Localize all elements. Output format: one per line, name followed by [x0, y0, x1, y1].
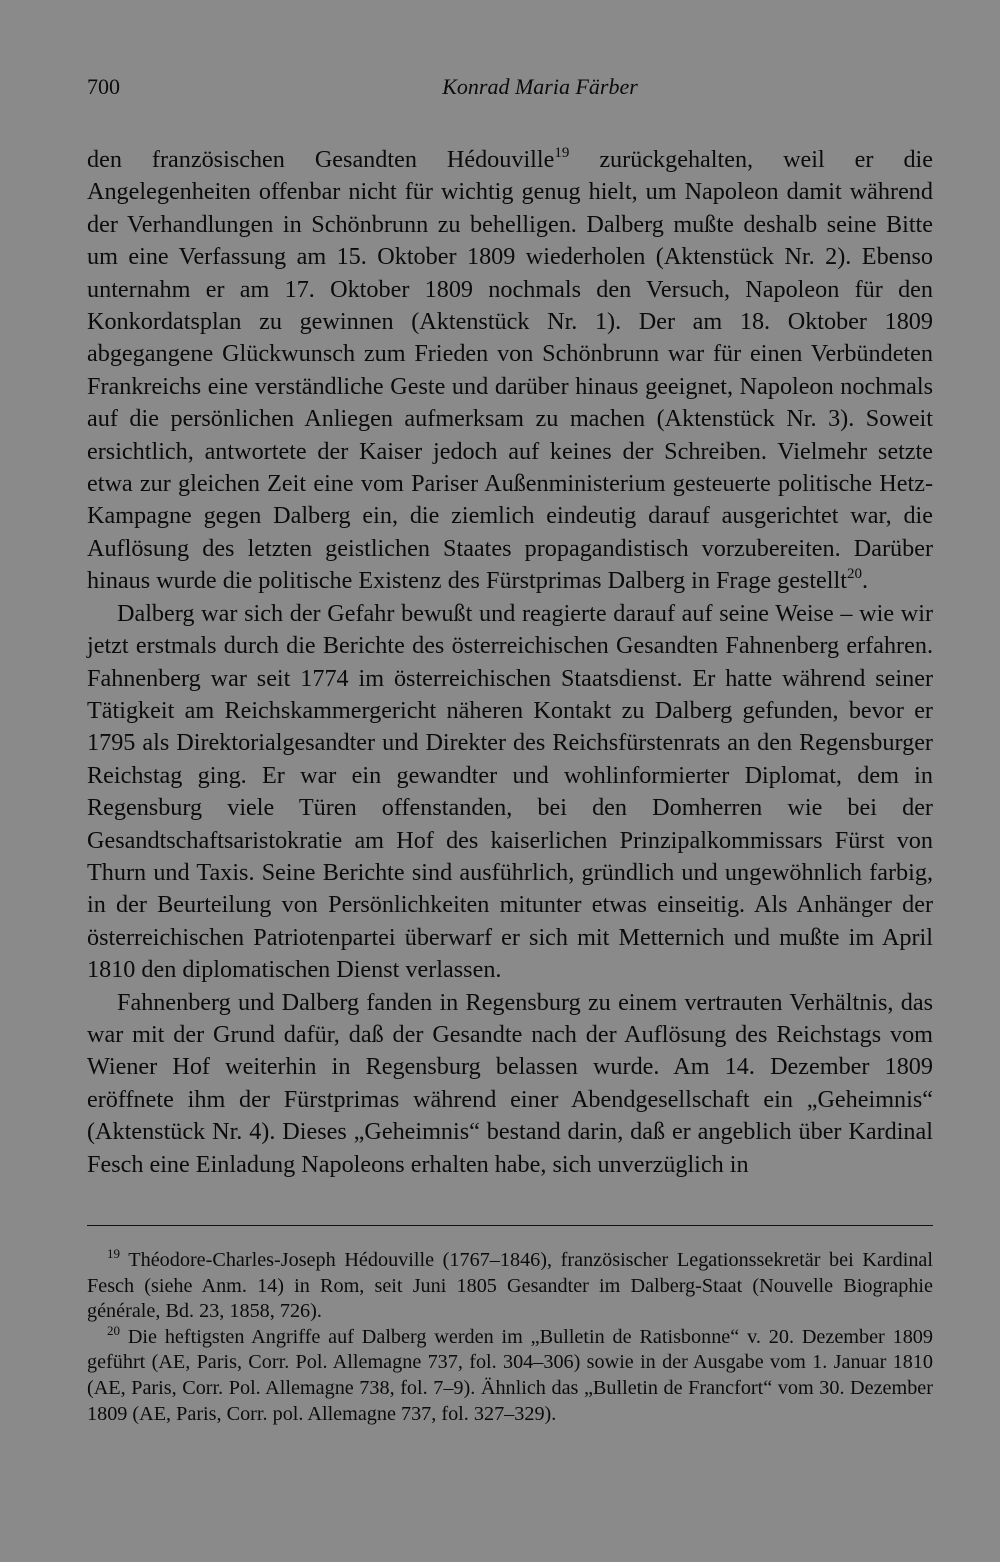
footnote-19-text: Théodore-Charles-Joseph Hédouville (1767–1846), französischer Legationssekretär bei Kardinal Fesch (siehe Anm. 14) in Rom, seit Juni 1805 Gesandter im Dalberg-Staat (Nouvelle Biographie générale, Bd. 23, 1858, 726).: [87, 1249, 933, 1323]
footnote-ref-20: 20: [846, 566, 862, 583]
footnote-19: [87, 1248, 933, 1325]
footnote-ref-19: 19: [554, 145, 570, 161]
footnote-marker-19: 19: [107, 1246, 120, 1261]
page-header: [87, 60, 933, 100]
paragraph-1-text-a: den französischen Gesandten Hédouville: [87, 146, 555, 173]
paragraph-3: Fahnenberg und Dalberg fanden in Regensburg zu einem vertrauten Verhältnis, das war mit der Grund dafür, daß der Gesandte nach der Auflösung des Reichstags vom Wiener Hof weiterhin in Regensburg belassen wurde. Am 14. Dezember 1809 eröffnete ihm der Fürstprimas während einer Abendgesellschaft ein „Geheimnis“ (Aktenstück Nr. 4). Dieses „Geheimnis“ bestand darin, daß er angeblich über Kardinal Fesch eine Einladung Napoleons erhalten habe, sich unverzüglich in: [87, 988, 933, 1178]
footnotes: [87, 1248, 933, 1427]
page-number: 700: [87, 74, 120, 99]
footnote-20: [87, 1322, 933, 1427]
footnote-marker-20: 20: [107, 1322, 120, 1338]
running-head: Konrad Maria Färber: [442, 74, 638, 99]
paragraph-1-text-b: zurückgehalten, weil er die Angelegenheiten offenbar nicht für wichtig genug hielt, um Napoleon damit während der Verhandlungen in Schönbrunn zu behelligen. Dalberg mußte deshalb seine Bitte um eine Verfassung am 15. Oktober 1809 wiederholen (Aktenstück Nr. 2). Ebenso unternahm er am 17. Oktober 1809 nochmals den Versuch, Napoleon für den Konkordatsplan zu gewinnen (Aktenstück Nr. 1). Der am 18. Oktober 1809 abgegangene Glückwunsch zum Frieden von Schönbrunn war für einen Verbündeten Frankreichs eine verständliche Geste und darüber hinaus geeignet, Napoleon nochmals auf die persönlichen Anliegen aufmerksam zu machen (Aktenstück Nr. 3). Soweit ersichtlich, antwortete der Kaiser jedoch auf keines der Schreiben. Vielmehr setzte etwa zur gleichen Zeit eine vom Pariser Außenministerium gesteuerte politische Hetz-Kampagne gegen Dalberg ein, die ziemlich eindeutig darauf ausgerichtet war, die Auflösung des letzten geistlichen Staates propagandistisch vorzubereiten. Darüber hinaus wurde die politische Existenz des Fürstprimas Dalberg in Frage gestellt: [87, 146, 933, 595]
paragraph-1: [87, 144, 933, 598]
book-page: [87, 60, 933, 1427]
paragraph-2: Dalberg war sich der Gefahr bewußt und reagierte darauf auf seine Weise – wie wir jetzt erstmals durch die Berichte des österreichischen Gesandten Fahnenberg erfahren. Fahnenberg war seit 1774 im österreichischen Staatsdienst. Er hatte während seiner Tätigkeit am Reichskammergericht näheren Kontakt zu Dalberg gefunden, bevor er 1795 als Direktorialgesandter und Direkter des Reichsfürstenrats an den Regensburger Reichstag ging. Er war ein gewandter und wohlinformierter Diplomat, dem in Regensburg viele Türen offenstanden, bei den Domherren wie bei der Gesandtschaftsaristokratie am Hof des kaiserlichen Prinzipalkommissars Fürst von Thurn und Taxis. Seine Berichte sind ausführlich, gründlich und ungewöhnlich farbig, in der Beurteilung von Persönlichkeiten mitunter etwas einseitig. Als Anhänger der österreichischen Patriotenpartei überwarf er sich mit Metternich und mußte im April 1810 den diplomatischen Dienst verlassen.: [87, 599, 933, 984]
paragraph-1-text-c: .: [861, 567, 869, 595]
body-text: [87, 144, 933, 1181]
footnote-separator: [87, 1225, 933, 1226]
footnote-20-text: Die heftigsten Angriffe auf Dalberg werden im „Bulletin de Ratisbonne“ v. 20. Dezember 1809 geführt (AE, Paris, Corr. Pol. Allemagne 737, fol. 304–306) sowie in der Ausgabe vom 1. Januar 1810 (AE, Paris, Corr. Pol. Allemagne 738, fol. 7–9). Ähnlich das „Bulletin de Francfort“ vom 30. Dezember 1809 (AE, Paris, Corr. pol. Allemagne 737, fol. 327–329).: [87, 1325, 933, 1425]
